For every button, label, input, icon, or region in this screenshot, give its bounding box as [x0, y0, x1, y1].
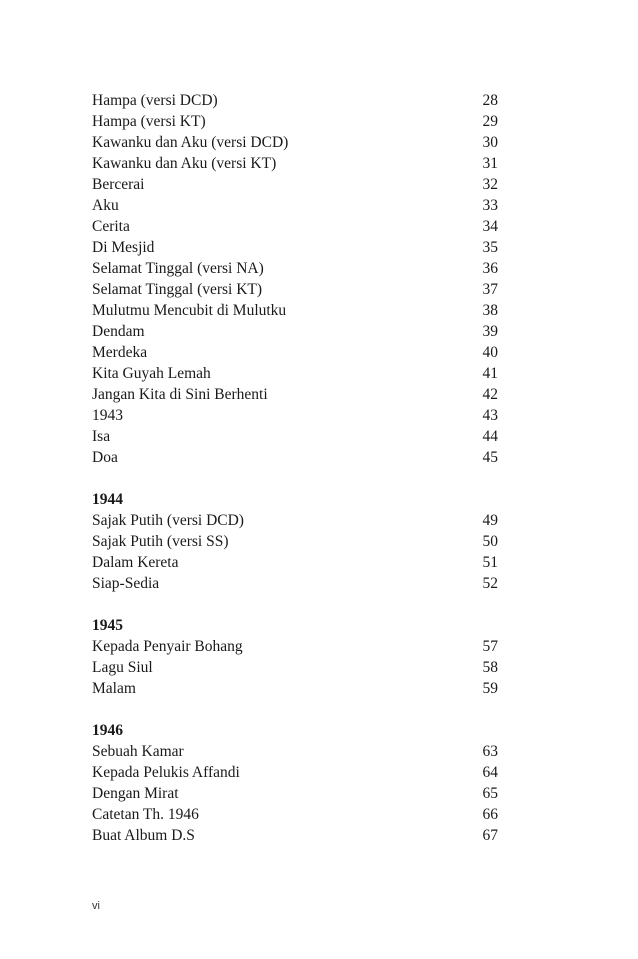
entry-title: Hampa (versi DCD) — [92, 92, 218, 109]
entry-page: 44 — [482, 428, 498, 445]
entry-page: 39 — [482, 323, 498, 340]
entry-page: 28 — [482, 92, 498, 109]
toc-entry — [92, 531, 498, 552]
toc-section-1945 — [92, 615, 498, 699]
toc-entry — [92, 384, 498, 405]
entry-page: 63 — [482, 743, 498, 760]
entry-page: 36 — [482, 260, 498, 277]
toc-entry — [92, 363, 498, 384]
entry-title: Sajak Putih (versi DCD) — [92, 512, 244, 529]
toc-entry — [92, 153, 498, 174]
entry-page: 37 — [482, 281, 498, 298]
entry-page: 45 — [482, 449, 498, 466]
toc-entry — [92, 279, 498, 300]
toc-entry — [92, 216, 498, 237]
toc-entry — [92, 90, 498, 111]
entry-title: Dendam — [92, 323, 145, 340]
entry-title: Dalam Kereta — [92, 554, 179, 571]
toc-entry — [92, 300, 498, 321]
entry-page: 31 — [482, 155, 498, 172]
entry-title: Cerita — [92, 218, 130, 235]
toc-entry — [92, 783, 498, 804]
entry-page: 41 — [482, 365, 498, 382]
toc-entry — [92, 552, 498, 573]
entry-page: 59 — [482, 680, 498, 697]
toc-entry — [92, 741, 498, 762]
entry-title: Malam — [92, 680, 136, 697]
entry-page: 40 — [482, 344, 498, 361]
toc-entry — [92, 657, 498, 678]
entry-title: Selamat Tinggal (versi NA) — [92, 260, 264, 277]
year-heading: 1946 — [92, 722, 123, 739]
entry-page: 29 — [482, 113, 498, 130]
toc-entry — [92, 573, 498, 594]
year-heading: 1945 — [92, 617, 123, 634]
entry-title: Sajak Putih (versi SS) — [92, 533, 229, 550]
toc-entry — [92, 132, 498, 153]
entry-title: Aku — [92, 197, 119, 214]
entry-title: Hampa (versi KT) — [92, 113, 206, 130]
toc-entry — [92, 447, 498, 468]
table-of-contents — [92, 90, 498, 846]
toc-section-1944 — [92, 489, 498, 594]
entry-title: Di Mesjid — [92, 239, 155, 256]
entry-page: 32 — [482, 176, 498, 193]
entry-title: Kepada Penyair Bohang — [92, 638, 243, 655]
toc-entry — [92, 636, 498, 657]
entry-title: Catetan Th. 1946 — [92, 806, 199, 823]
toc-entry — [92, 258, 498, 279]
toc-entry — [92, 195, 498, 216]
toc-entry — [92, 804, 498, 825]
toc-entry — [92, 321, 498, 342]
entry-title: Merdeka — [92, 344, 148, 361]
toc-entry — [92, 762, 498, 783]
year-heading: 1944 — [92, 491, 123, 508]
toc-section — [92, 90, 498, 468]
entry-page: 57 — [482, 638, 498, 655]
entry-page: 34 — [482, 218, 498, 235]
entry-title: Selamat Tinggal (versi KT) — [92, 281, 263, 298]
entry-title: 1943 — [92, 407, 123, 424]
entry-title: Dengan Mirat — [92, 785, 179, 802]
page-number-folio: vi — [92, 900, 100, 912]
entry-title: Bercerai — [92, 176, 145, 193]
toc-entry — [92, 342, 498, 363]
entry-title: Kawanku dan Aku (versi DCD) — [92, 134, 289, 151]
entry-title: Jangan Kita di Sini Berhenti — [92, 386, 268, 403]
toc-section-1946 — [92, 720, 498, 846]
entry-title: Lagu Siul — [92, 659, 153, 676]
entry-title: Buat Album D.S — [92, 827, 195, 844]
entry-title: Doa — [92, 449, 118, 466]
toc-entry — [92, 426, 498, 447]
toc-entry — [92, 510, 498, 531]
entry-title: Kawanku dan Aku (versi KT) — [92, 155, 277, 172]
entry-page: 67 — [482, 827, 498, 844]
entry-page: 64 — [482, 764, 498, 781]
entry-page: 43 — [482, 407, 498, 424]
entry-title: Sebuah Kamar — [92, 743, 184, 760]
toc-entry — [92, 237, 498, 258]
toc-entry — [92, 174, 498, 195]
entry-page: 66 — [482, 806, 498, 823]
toc-entry — [92, 678, 498, 699]
entry-title: Kepada Pelukis Affandi — [92, 764, 240, 781]
entry-page: 50 — [482, 533, 498, 550]
entry-page: 51 — [482, 554, 498, 571]
entry-title: Kita Guyah Lemah — [92, 365, 211, 382]
entry-title: Isa — [92, 428, 111, 445]
toc-entry — [92, 111, 498, 132]
entry-page: 38 — [482, 302, 498, 319]
toc-entry — [92, 825, 498, 846]
entry-page: 58 — [482, 659, 498, 676]
entry-page: 49 — [482, 512, 498, 529]
entry-page: 30 — [482, 134, 498, 151]
toc-entry — [92, 405, 498, 426]
entry-page: 65 — [482, 785, 498, 802]
entry-title: Mulutmu Mencubit di Mulutku — [92, 302, 287, 319]
entry-page: 35 — [482, 239, 498, 256]
entry-page: 33 — [482, 197, 498, 214]
entry-page: 42 — [482, 386, 498, 403]
entry-title: Siap-Sedia — [92, 575, 160, 592]
entry-page: 52 — [482, 575, 498, 592]
